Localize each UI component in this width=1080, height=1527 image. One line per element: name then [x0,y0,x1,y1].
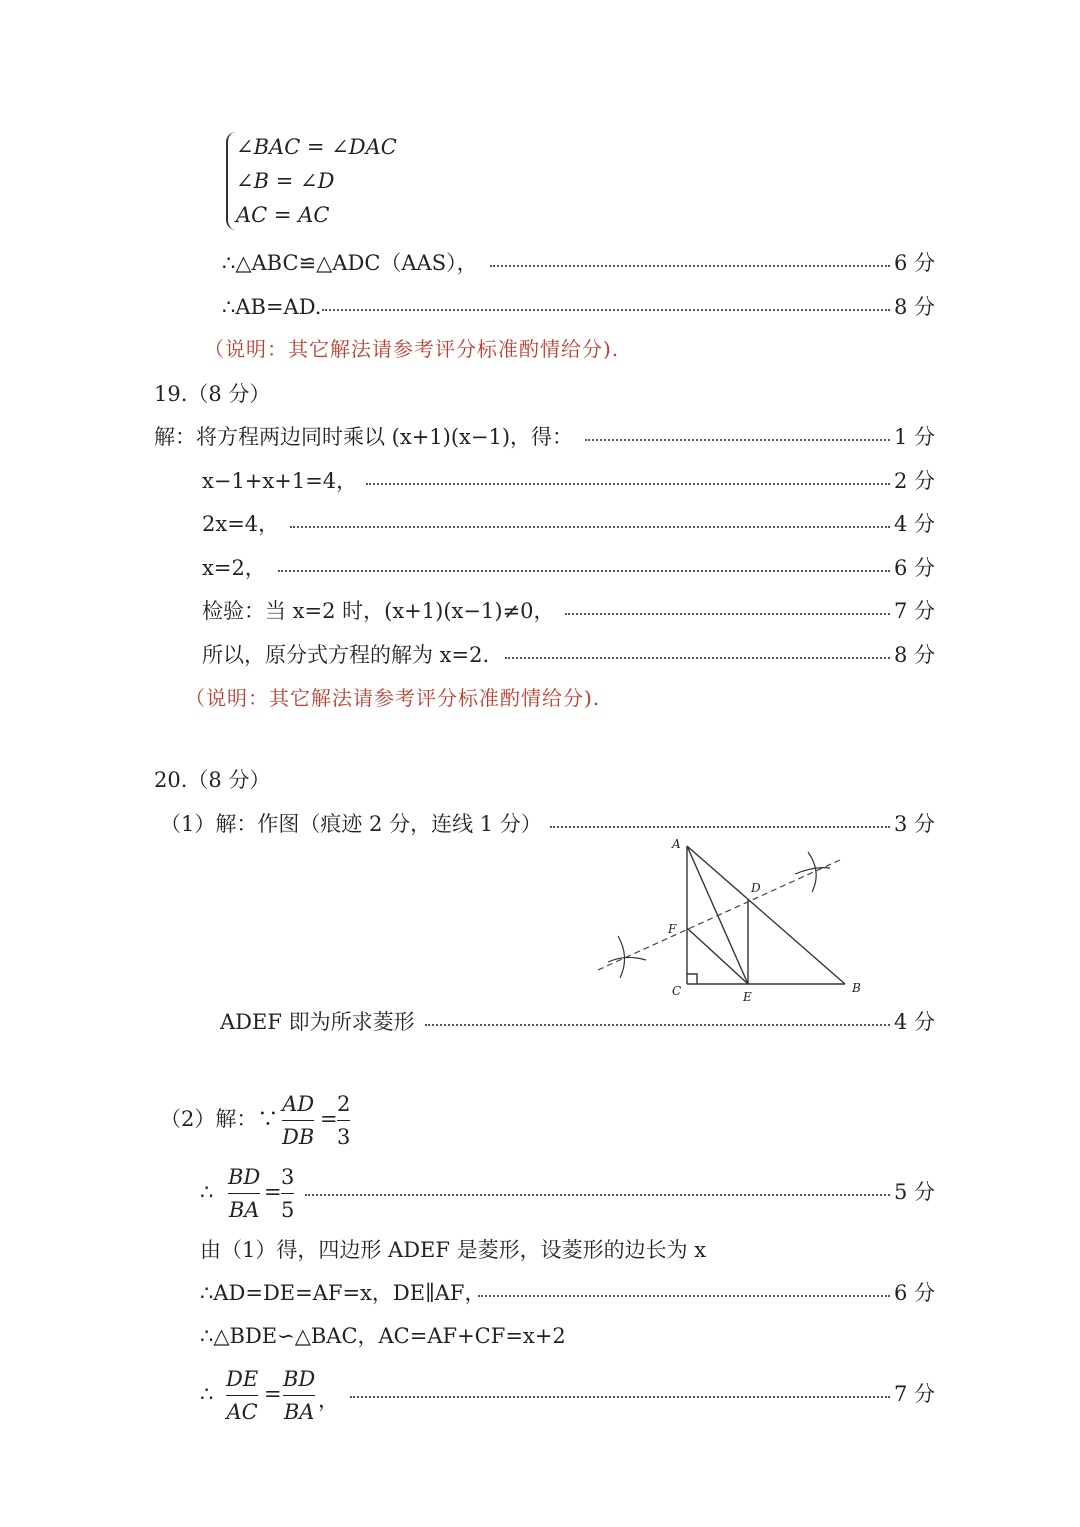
fraction-denominator: BA [283,1400,315,1424]
therefore-symbol: ∴ [200,1382,214,1406]
point-a-label: A [672,837,681,851]
construction-arc [808,852,816,892]
score-label: 4 分 [893,1010,935,1034]
q19-step-3 [0,507,1080,541]
fraction-numerator: 3 [281,1165,295,1189]
score-label: 2 分 [893,469,935,493]
perpendicular-bisector [598,860,840,970]
q20-proportion-line [0,1377,1080,1411]
grading-note [0,681,1080,715]
system-line-3 [0,198,1080,232]
fraction-bar [282,1120,314,1121]
score-label: 7 分 [893,1382,935,1406]
dot-leader [290,526,890,528]
q20-line-3 [0,1233,1080,1267]
q20-part1 [0,807,1080,841]
grading-note [0,332,1080,366]
q19-step-5 [0,594,1080,628]
system-equation-2: ∠B = ∠D [236,169,335,193]
dot-leader [366,483,890,485]
fraction-numerator: AD [282,1092,315,1116]
dot-leader [565,613,890,615]
q20-part1-conclusion [0,1005,1080,1039]
step-text: ∴AD=DE=AF=x，DE∥AF， [200,1281,486,1305]
system-line-2 [0,164,1080,198]
congruence-line [0,246,1080,280]
note-text: （说明：其它解法请参考评分标准酌情给分). [185,686,601,710]
score-label: 1 分 [893,425,935,449]
step-text: x=2， [202,556,266,580]
conclusion-line [0,290,1080,324]
score-label: 7 分 [893,599,935,623]
right-angle-mark [687,974,697,984]
dot-leader [305,1194,890,1196]
score-label: 4 分 [893,512,935,536]
construction-arc [608,957,646,962]
system-equation-1: ∠BAC = ∠DAC [236,135,397,159]
part-text: （2）解：∵ [160,1107,279,1131]
dot-leader [425,1024,890,1026]
congruence-text: ∴△ABC≌△ADC（AAS）， [222,251,478,275]
fraction-numerator: DE [226,1367,259,1391]
q19-heading [0,377,1080,411]
q20-heading [0,763,1080,797]
equals-sign: = [264,1180,282,1204]
q19-step-4 [0,551,1080,585]
equals-sign: = [320,1107,338,1131]
segment-ab [687,846,845,984]
fraction-denominator: AC [226,1400,258,1424]
score-label: 6 分 [893,251,935,275]
point-b-label: B [852,981,861,995]
score-label: 6 分 [893,556,935,580]
fraction-numerator: BD [283,1367,316,1391]
segment-fe [687,928,748,984]
fraction-denominator: BA [228,1198,260,1222]
comma: ， [318,1388,339,1412]
question-number: 19.（8 分） [154,382,271,406]
score-label: 5 分 [893,1180,935,1204]
step-text: 所以，原分式方程的解为 x=2. [202,643,490,667]
system-line-1 [0,130,1080,164]
point-e-label: E [743,990,752,1004]
step-text: 检验：当 x=2 时，(x+1)(x−1)≠0， [202,599,555,623]
step-text: x−1+x+1=4， [202,469,358,493]
step-text: 解：将方程两边同时乘以 (x+1)(x−1)，得： [154,425,574,449]
q19-step-6 [0,638,1080,672]
conclusion-text: ADEF 即为所求菱形 [220,1010,415,1034]
score-label: 3 分 [893,812,935,836]
dot-leader [585,439,890,441]
q20-ratio-line [0,1175,1080,1209]
part-text: （1）解：作图（痕迹 2 分，连线 1 分） [160,812,542,836]
equals-sign: = [264,1382,282,1406]
dot-leader [550,826,890,828]
geometry-figure [590,832,870,1012]
point-d-label: D [751,881,761,895]
fraction-bar [337,1120,350,1121]
segment-ae [687,846,748,984]
dot-leader [278,570,890,572]
dot-leader [322,309,890,311]
fraction-denominator: 5 [281,1198,295,1222]
fraction-numerator: BD [228,1165,261,1189]
construction-arc [618,936,625,978]
question-number: 20.（8 分） [154,768,271,792]
score-label: 8 分 [893,643,935,667]
dot-leader [350,1396,890,1398]
score-label: 6 分 [893,1281,935,1305]
conclusion-text: ∴AB=AD. [222,295,322,319]
fraction-numerator: 2 [337,1092,351,1116]
point-c-label: C [672,984,682,998]
q20-part2-start [0,1102,1080,1136]
fraction-2-3 [337,1090,350,1151]
q20-line-4 [0,1276,1080,1310]
fraction-denominator: DB [282,1125,315,1149]
fraction-denominator: 3 [337,1125,351,1149]
q19-step-2 [0,464,1080,498]
system-equation-3: AC = AC [236,203,330,227]
point-f-label: F [668,922,677,936]
dot-leader [490,265,890,267]
score-label: 8 分 [893,295,935,319]
q19-step-1 [0,420,1080,454]
q20-line-5 [0,1319,1080,1353]
step-text: 2x=4， [202,512,280,536]
note-text: （说明：其它解法请参考评分标准酌情给分). [204,337,620,361]
therefore-symbol: ∴ [200,1180,214,1204]
step-text: 由（1）得，四边形 ADEF 是菱形，设菱形的边长为 x [200,1238,707,1262]
step-text: ∴△BDE∽△BAC，AC=AF+CF=x+2 [200,1324,566,1348]
dot-leader [505,657,890,659]
dot-leader [478,1295,890,1297]
fraction-ad-db [282,1090,314,1151]
